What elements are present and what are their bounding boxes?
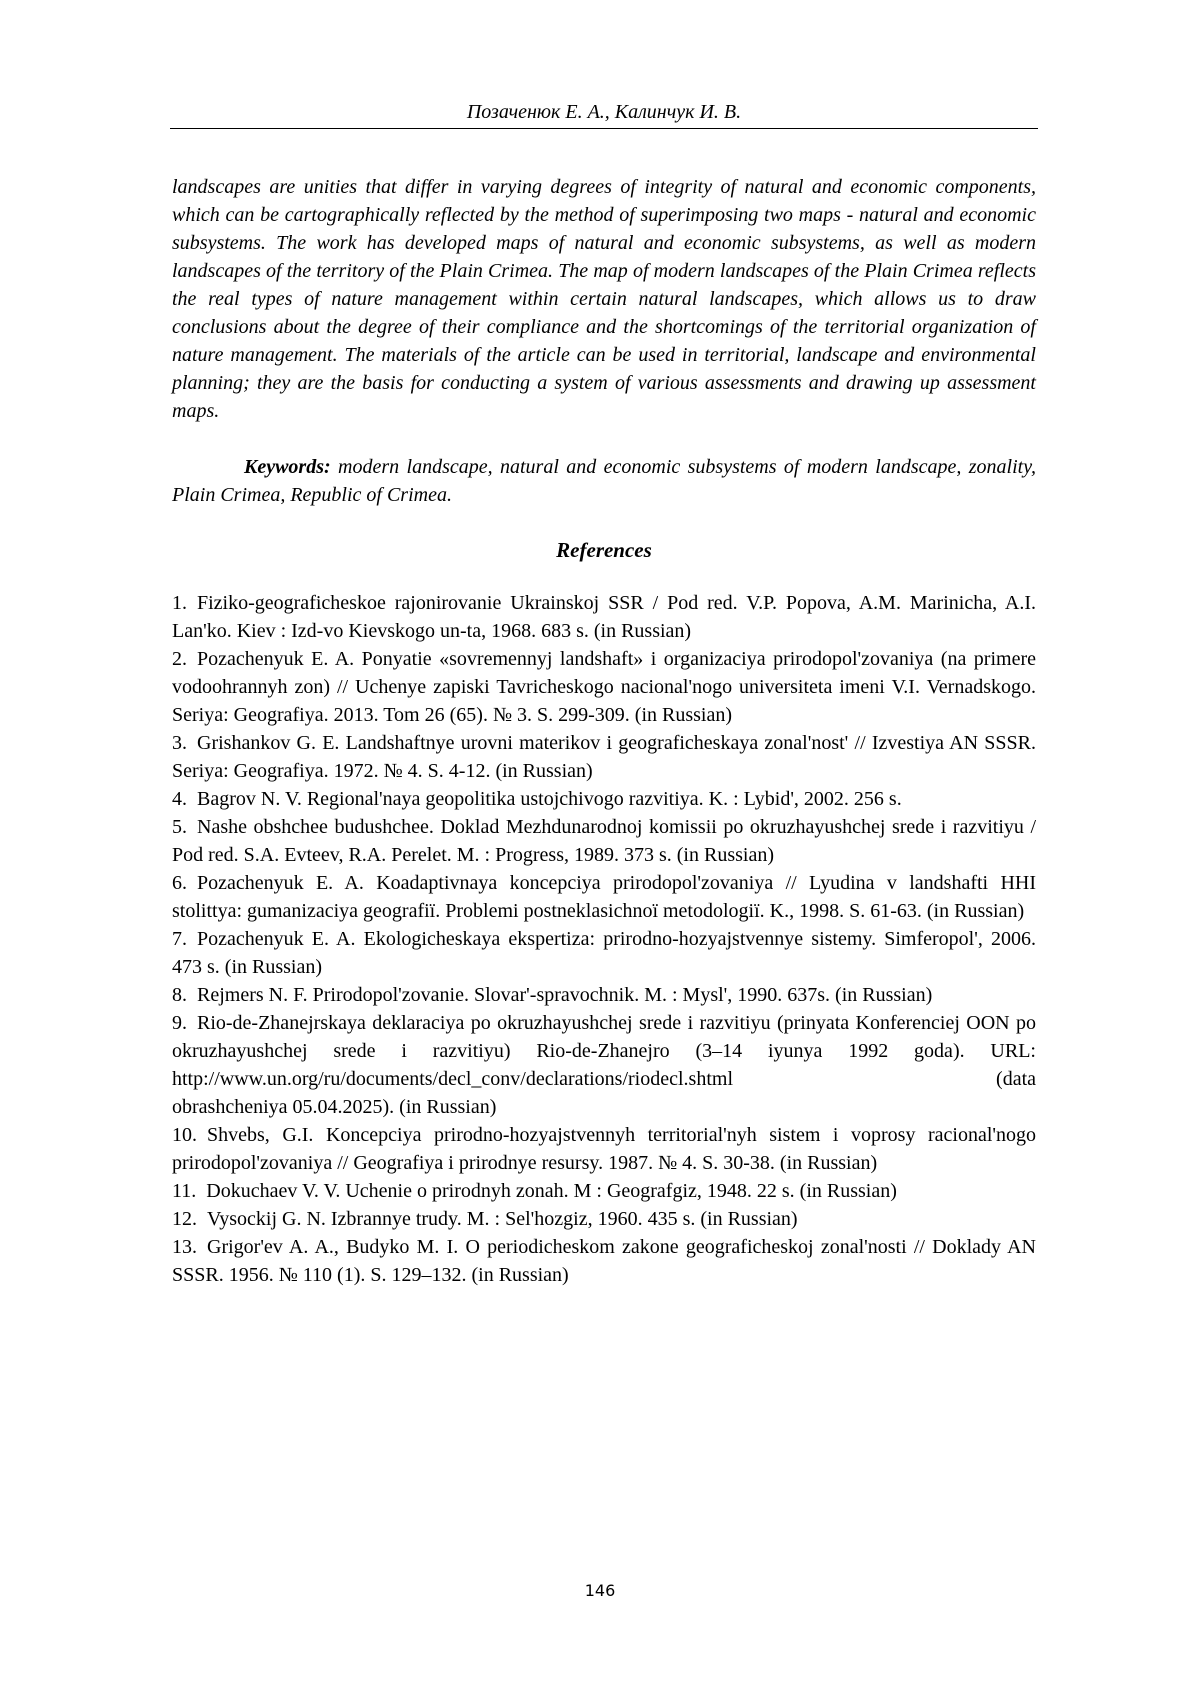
abstract-text: landscapes are unities that differ in varying degrees of integrity of natural and economic components, which can be cartographically reflected by the method of superimposing two maps - natural and economic subsystems. The work has developed maps of natural and economic subsystems, as well as modern landscapes of the territory of the Plain Crimea. The map of modern landscapes of the Plain Crimea reflects the real types of nature management within certain natural landscapes, which allows us to draw conclusions about the degree of their compliance and the shortcomings of the territorial organization of nature management. The materials of the article can be used in territorial, landscape and environmental planning; they are the basis for conducting a system of various assessments and drawing up assessment maps. (172, 176, 1036, 422)
reference-text: Vysockij G. N. Izbrannye trudy. M. : Sel'hozgiz, 1960. 435 s. (in Russian) (207, 1208, 798, 1230)
reference-text: Fiziko-geograficheskoe rajonirovanie Ukrainskoj SSR / Pod red. V.P. Popova, A.M. Marinicha, A.I. Lan'ko. Kiev : Izd-vo Kievskogo un-ta, 1968. 683 s. (in Russian) (172, 592, 1036, 642)
reference-item (172, 729, 1036, 785)
reference-item (172, 589, 1036, 645)
reference-text: Bagrov N. V. Regional'naya geopolitika ustojchivogo razvitiya. K. : Lybid', 2002. 256 s. (197, 788, 902, 810)
reference-number: 7. (172, 928, 187, 950)
reference-item (172, 1009, 1036, 1065)
reference-text: Shvebs, G.I. Koncepciya prirodno-hozyajstvennyh territorial'nyh sistem i voprosy racional'nogo prirodopol'zovaniya // Geografiya i prirodnye resursy. 1987. № 4. S. 30-38. (in Russian) (172, 1124, 1036, 1174)
reference-number: 1. (172, 592, 187, 614)
reference-number: 3. (172, 732, 187, 754)
reference-text: Pozachenyuk E. A. Ponyatie «sovremennyj landshaft» i organizaciya prirodopol'zovaniya (na primere vodoohrannyh zon) // Uchenye zapiski Tavricheskogo nacional'nogo universiteta imeni V.I. Vernadskogo. Seriya: Geografiya. 2013. Tom 26 (65). № 3. S. 299-309. (in Russian) (172, 648, 1036, 726)
reference-item (172, 981, 1036, 1009)
keywords-text: modern landscape, natural and economic subsystems of modern landscape, zonality, Plain Crimea, Republic of Crimea. (172, 456, 1036, 506)
reference-item (172, 813, 1036, 869)
header-rule (170, 128, 1038, 129)
running-header: Позаченюк Е. А., Калинчук И. В. (466, 101, 742, 123)
reference-item (172, 1233, 1036, 1289)
keywords-label: Keywords: (244, 456, 331, 478)
reference-item (172, 925, 1036, 981)
reference-text: Rio-de-Zhanejrskaya deklaraciya po okruzhayushchej srede i razvitiyu (prinyata Konferenciej OON po okruzhayushchej srede i razvitiyu) Rio-de-Zhanejro (3–14 iyunya 1992 goda). URL: (172, 1012, 1036, 1062)
reference-item (172, 1121, 1036, 1177)
reference-text: Grishankov G. E. Landshaftnye urovni materikov i geograficheskaya zonal'nost' // Izvestiya AN SSSR. Seriya: Geografiya. 1972. № 4. S. 4-12. (in Russian) (172, 732, 1036, 782)
reference-number: 10. (172, 1124, 197, 1146)
reference-item (172, 785, 1036, 813)
reference-number: 6. (172, 872, 187, 894)
reference-number: 12. (172, 1208, 197, 1230)
reference-url-line: http://www.un.org/ru/documents/decl_conv/declarations/riodecl.shtml (data (172, 1068, 1036, 1090)
reference-number: 2. (172, 648, 187, 670)
reference-text: Pozachenyuk E. A. Ekologicheskaya ekspertiza: prirodno-hozyajstvennye sistemy. Simferopol', 2006. 473 s. (in Russian) (172, 928, 1036, 978)
reference-item (172, 645, 1036, 729)
reference-text: Pozachenyuk E. A. Koadaptivnaya koncepciya prirodopol'zovaniya // Lyudina v landshafti HHI stolittya: gumanizaciya geografiï. Problemi postneklasichnoï metodologiï. K., 1998. S. 61-63. (in Russian) (172, 872, 1036, 922)
reference-number: 13. (172, 1236, 197, 1258)
references-list (172, 589, 1036, 1289)
references-heading: References (556, 538, 652, 562)
page-number: 146 (584, 1581, 616, 1600)
reference-number: 5. (172, 816, 187, 838)
reference-item (172, 869, 1036, 925)
reference-item (172, 1205, 1036, 1233)
reference-text: Grigor'ev A. A., Budyko M. I. O periodicheskom zakone geograficheskoj zonal'nosti // Doklady AN SSSR. 1956. № 110 (1). S. 129–132. (in Russian) (172, 1236, 1036, 1286)
reference-item (172, 1177, 1036, 1205)
keywords-paragraph (172, 453, 1036, 509)
reference-continuation: obrashcheniya 05.04.2025). (in Russian) (172, 1096, 497, 1118)
reference-number: 9. (172, 1012, 187, 1034)
reference-text: Nashe obshchee budushchee. Doklad Mezhdunarodnoj komissii po okruzhayushchej srede i razvitiyu / Pod red. S.A. Evteev, R.A. Perelet. M. : Progress, 1989. 373 s. (in Russian) (172, 816, 1036, 866)
reference-number: 8. (172, 984, 187, 1006)
reference-number: 4. (172, 788, 187, 810)
reference-text: Dokuchaev V. V. Uchenie o prirodnyh zonah. M : Geografgiz, 1948. 22 s. (in Russian) (206, 1180, 897, 1202)
reference-number: 11. (172, 1180, 197, 1202)
reference-text: Rejmers N. F. Prirodopol'zovanie. Slovar'-spravochnik. M. : Mysl', 1990. 637s. (in Russian) (197, 984, 933, 1006)
